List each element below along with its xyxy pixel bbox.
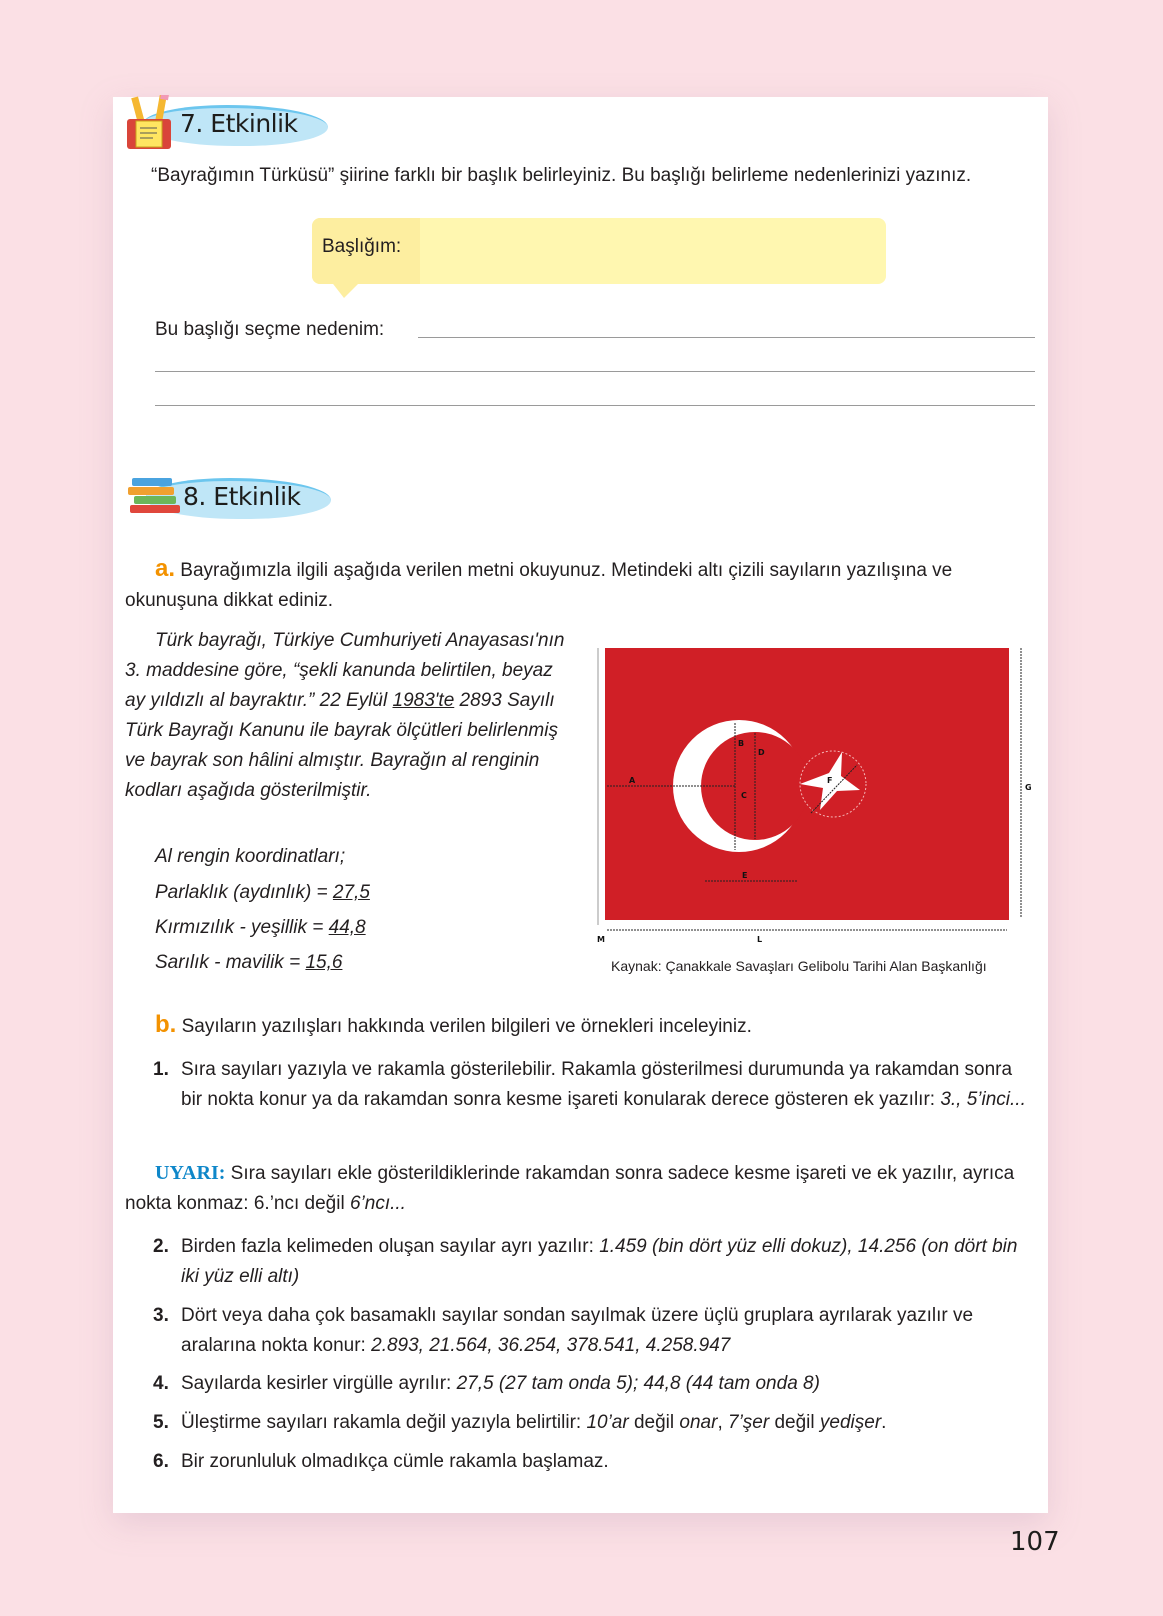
reason-label: Bu başlığı seçme nedenim: (155, 319, 385, 340)
item-number: 6. (153, 1451, 169, 1472)
part-a-instruction-text: Bayrağımızla ilgili aşağıda verilen metni okuyunuz. Metindeki altı çizili sayıların yazılışına ve okunuşuna dikkat ediniz. (125, 560, 953, 611)
paragraph-text-end: 2893 Sayılı Türk Bayrağı Kanunu ile bayrak ölçütleri belirlenmiş ve bayrak son hâlini almıştır. Bayrağın al renginin kodları aşağıda gösterilmiştir. (125, 690, 558, 801)
item-number: 1. (153, 1059, 169, 1080)
pencil-cup-icon (125, 95, 175, 153)
coord-brightness (155, 878, 370, 908)
activity-7-title: 7. Etkinlik (180, 109, 298, 138)
item-number: 4. (153, 1373, 169, 1394)
rule-item-2 (153, 1232, 1033, 1292)
part-a-instruction (125, 554, 1035, 616)
coord-label: Sarılık - mavilik = (155, 952, 306, 973)
title-label: Başlığım: (322, 236, 402, 257)
label-e: E (742, 871, 748, 880)
item-example: 27,5 (27 tam onda 5); 44,8 (44 tam onda 8) (456, 1373, 820, 1394)
coord-value: 27,5 (332, 882, 370, 903)
item-text: değil (769, 1412, 820, 1433)
warning-note (125, 1158, 1035, 1219)
item-text: Birden fazla kelimeden oluşan sayılar ayrı yazılır: (181, 1236, 600, 1257)
coord-yellow-blue (155, 948, 342, 978)
item-text: Sayılarda kesirler virgülle ayrılır: (181, 1373, 457, 1394)
item-example: onar (679, 1412, 718, 1433)
reason-line-2[interactable] (155, 371, 1035, 372)
activity-7-banner (125, 95, 325, 145)
item-number: 5. (153, 1412, 169, 1433)
activity-8-banner (128, 468, 328, 518)
item-number: 2. (153, 1236, 169, 1257)
item-example: 3., 5’inci... (940, 1089, 1026, 1110)
warning-label: UYARI: (155, 1162, 226, 1184)
item-text: . (881, 1412, 887, 1433)
label-m: M (597, 935, 605, 944)
item-example: 2.893, 21.564, 36.254, 378.541, 4.258.947 (371, 1335, 731, 1356)
item-number: 3. (153, 1305, 169, 1326)
warning-example: 6’ncı... (349, 1193, 406, 1214)
item-example: 10’ar (586, 1412, 629, 1433)
item-example: 1.459 (bin dört yüz elli dokuz), 14.256 (on dört bin iki yüz elli altı) (181, 1236, 1018, 1287)
item-example: yedişer (819, 1412, 882, 1433)
coords-heading: Al rengin koordinatları; (155, 846, 346, 867)
coord-label: Parlaklık (aydınlık) = (155, 882, 333, 903)
label-l: L (757, 935, 763, 944)
speech-tail (330, 280, 362, 298)
label-d: D (758, 748, 765, 757)
rule-item-1 (153, 1055, 1033, 1115)
flag-paragraph (125, 626, 575, 806)
label-g: G (1025, 783, 1032, 792)
reason-line-3[interactable] (155, 405, 1035, 406)
activity-8-title: 8. Etkinlik (183, 482, 301, 511)
underlined-year: 1983'te (392, 690, 455, 711)
item-text: , (717, 1412, 728, 1433)
part-a-letter: a. (155, 555, 176, 582)
warning-text: Sıra sayıları ekle gösterildiklerinde rakamdan sonra sadece kesme işareti ve ek yazılır, ayrıca nokta konmaz: 6.’ncı değil (125, 1163, 1015, 1214)
label-a: A (629, 776, 636, 785)
title-answer-box[interactable] (312, 218, 886, 284)
rule-item-6 (153, 1447, 1033, 1477)
part-b-instruction-text: Sayıların yazılışları hakkında verilen bilgileri ve örnekleri inceleyiniz. (181, 1016, 752, 1037)
coord-value: 15,6 (305, 952, 343, 973)
page-number: 107 (1010, 1527, 1060, 1557)
coord-red-green (155, 913, 366, 943)
label-b: B (738, 739, 745, 748)
turkish-flag-diagram (597, 645, 1035, 945)
label-f: F (827, 776, 833, 785)
item-text: Dört veya daha çok basamaklı sayılar sondan sayılmak üzere üçlü gruplara ayrılarak yazılır ve aralarına nokta konur: (181, 1305, 974, 1356)
activity-7-instruction: “Bayrağımın Türküsü” şiirine farklı bir başlık belirleyiniz. Bu başlığı belirleme nedenlerinizi yazınız. (151, 165, 972, 186)
coord-label: Kırmızılık - yeşillik = (155, 917, 329, 938)
flag-source: Kaynak: Çanakkale Savaşları Gelibolu Tarihi Alan Başkanlığı (611, 958, 987, 974)
coord-value: 44,8 (328, 917, 366, 938)
reason-line-1[interactable] (418, 337, 1035, 338)
item-text: Bir zorunluluk olmadıkça cümle rakamla başlamaz. (181, 1451, 609, 1472)
item-text: Sıra sayıları yazıyla ve rakamla gösterilebilir. Rakamla gösterilmesi durumunda ya rakamdan sonra bir nokta konur ya da rakamdan sonra kesme işareti konularak derece gösteren ek yazılır: (181, 1059, 1013, 1110)
label-c: C (741, 791, 747, 800)
item-text: Üleştirme sayıları rakamla değil yazıyla belirtilir: (181, 1412, 587, 1433)
paragraph-text: Türk bayrağı, Türkiye Cumhuriyeti Anayasası'nın 3. maddesine göre, “şekli kanunda belirtilen, beyaz ay yıldızlı al bayraktır.” 22 Eylül (125, 630, 565, 711)
rule-item-5 (153, 1408, 1033, 1438)
rule-item-3 (153, 1301, 1033, 1361)
rule-item-4 (153, 1369, 1033, 1399)
item-example: 7’şer (728, 1412, 770, 1433)
part-b-instruction (155, 1010, 752, 1042)
item-text: değil (628, 1412, 680, 1433)
part-b-letter: b. (155, 1011, 177, 1038)
books-icon (128, 476, 184, 516)
